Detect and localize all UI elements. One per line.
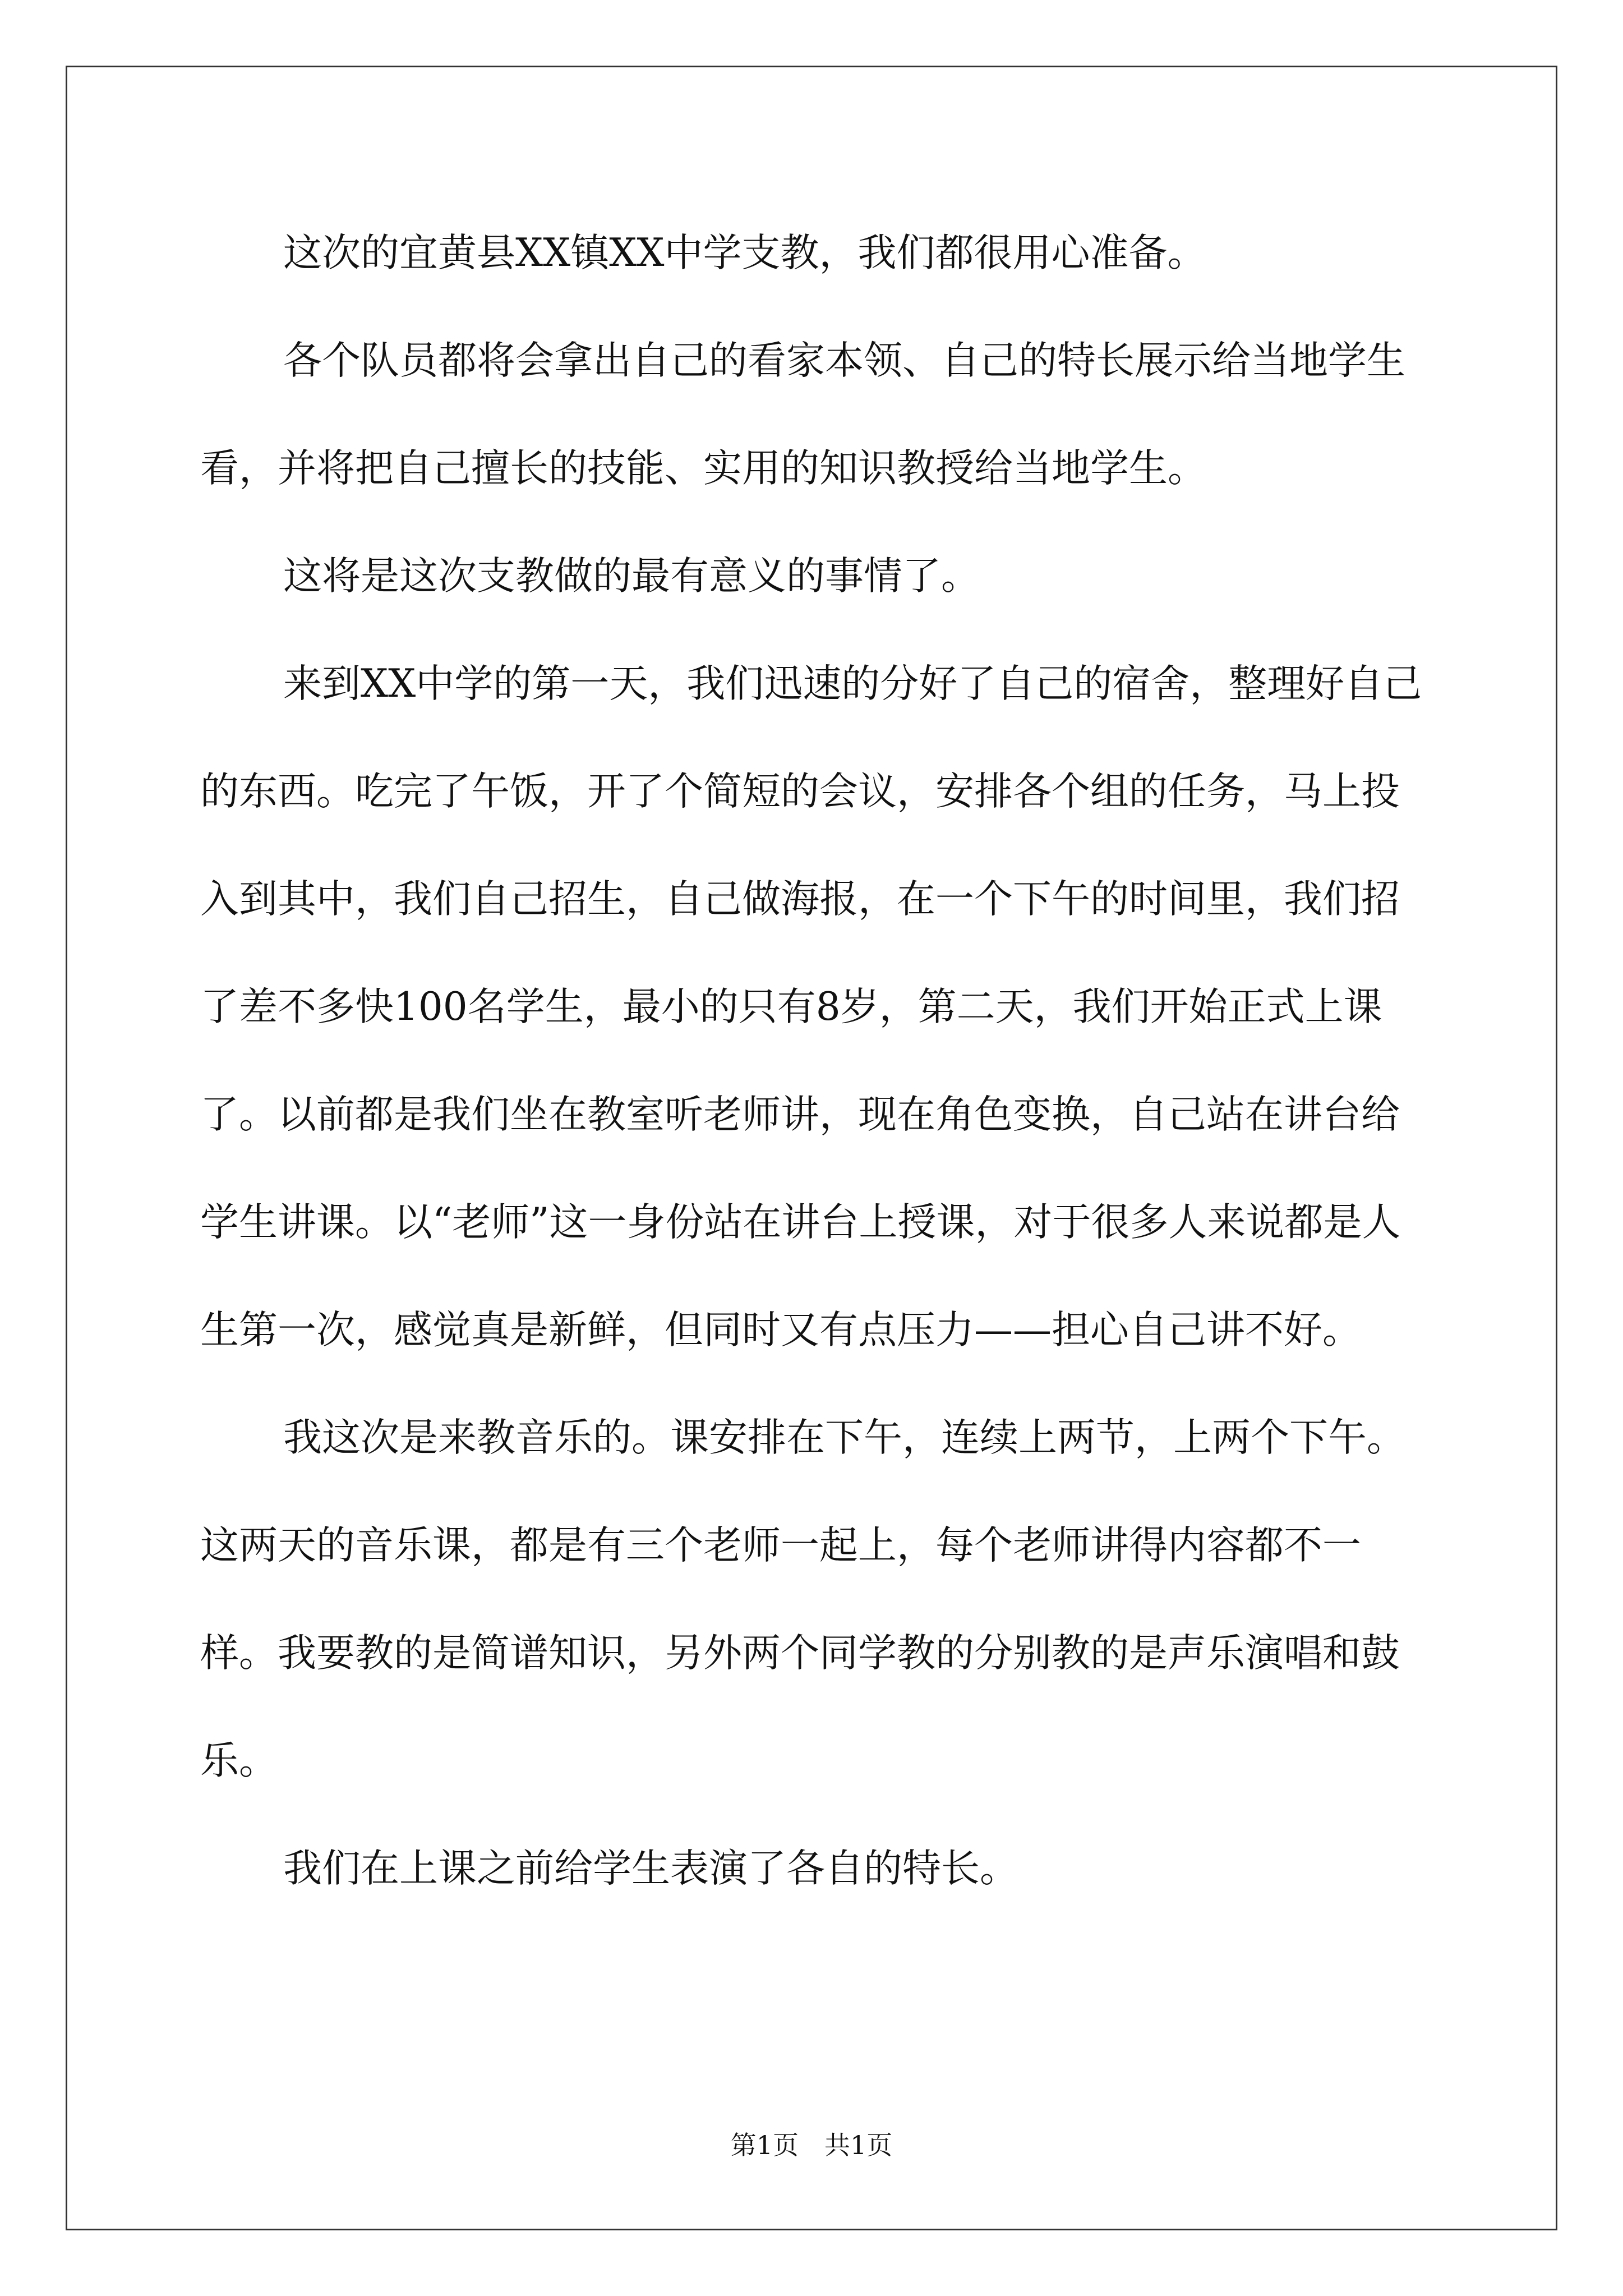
paragraph: 我这次是来教音乐的。课安排在下午，连续上两节，上两个下午。这两天的音乐课，都是有三个老师一起上，每个老师讲得内容都不一样。我要教的是简谱知识，另外两个同学教的分别教的是声乐演唱和鼓乐。 [200, 1415, 1405, 1783]
paragraph: 这将是这次支教做的最有意义的事情了。 [283, 554, 980, 599]
paragraph: 我们在上课之前给学生表演了各自的特长。 [283, 1846, 1018, 1891]
document-body [200, 199, 1423, 1922]
paragraph: 来到XX中学的第一天，我们迅速的分好了自己的宿舍，整理好自己的东西。吃完了午饭，开了个简短的会议，安排各个组的任务，马上投入到其中，我们自己招生，自己做海报，在一个下午的时间里，我们招了差不多快100名学生，最小的只有8岁，第二天，我们开始正式上课了。以前都是我们坐在教室听老师讲，现在角色变换，自己站在讲台给学生讲课。以“老师”这一身份站在讲台上授课，对于很多人来说都是人生第一次，感觉真是新鲜，但同时又有点压力——担心自己讲不好。 [200, 661, 1422, 1352]
page-footer [0, 2128, 1623, 2162]
page-number-total: 共1页 [824, 2130, 893, 2160]
page-number-current: 第1页 [730, 2130, 799, 2160]
paragraph: 这次的宜黄县XX镇XX中学支教，我们都很用心准备。 [283, 231, 1206, 275]
paragraph: 各个队员都将会拿出自己的看家本领、自己的特长展示给当地学生看，并将把自己擅长的技能、实用的知识教授给当地学生。 [200, 338, 1405, 491]
